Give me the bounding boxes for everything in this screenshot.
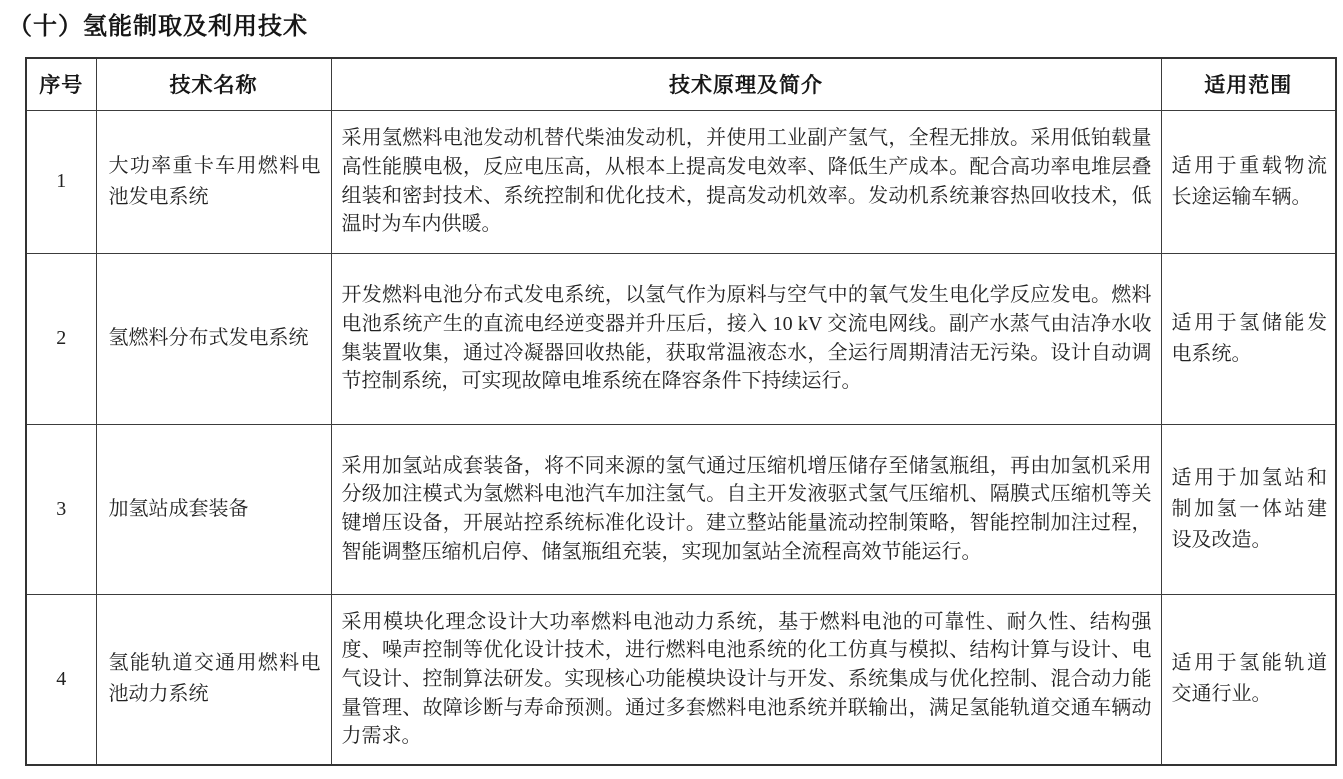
principle-cell: 开发燃料电池分布式发电系统，以氢气作为原料与空气中的氧气发生电化学反应发电。燃料电池系统产生的直流电经逆变器并升压后，接入 10 kV 交流电网线。副产水蒸气由洁净水收集装置收集，通过冷凝器回收热能，获取常温液态水，全运行周期清洁无污染。设计自动调节控制系统，可实现故障电堆系统在降容条件下持续运行。 xyxy=(331,253,1161,424)
table-row xyxy=(26,594,1336,765)
table-row xyxy=(26,253,1336,424)
column-header-principle: 技术原理及简介 xyxy=(331,58,1161,110)
scope-cell: 适用于加氢站和制加氢一体站建设及改造。 xyxy=(1161,424,1336,594)
table-header-row xyxy=(26,58,1336,110)
scope-cell: 适用于氢能轨道交通行业。 xyxy=(1161,594,1336,765)
tech-name-cell: 加氢站成套装备 xyxy=(96,424,331,594)
column-header-index: 序号 xyxy=(26,58,96,110)
technology-table xyxy=(25,57,1337,766)
scope-cell: 适用于氢储能发电系统。 xyxy=(1161,253,1336,424)
section-title: （十）氢能制取及利用技术 xyxy=(8,13,308,40)
principle-cell: 采用模块化理念设计大功率燃料电池动力系统，基于燃料电池的可靠性、耐久性、结构强度、噪声控制等优化设计技术，进行燃料电池系统的化工仿真与模拟、结构计算与设计、电气设计、控制算法研发。实现核心功能模块设计与开发、系统集成与优化控制、混合动力能量管理、故障诊断与寿命预测。通过多套燃料电池系统并联输出，满足氢能轨道交通车辆动力需求。 xyxy=(331,594,1161,765)
row-index-cell: 3 xyxy=(26,424,96,594)
row-index-cell: 4 xyxy=(26,594,96,765)
tech-name-cell: 大功率重卡车用燃料电池发电系统 xyxy=(96,110,331,253)
principle-cell: 采用氢燃料电池发动机替代柴油发动机，并使用工业副产氢气，全程无排放。采用低铂载量高性能膜电极，反应电压高，从根本上提高发电效率、降低生产成本。配合高功率电堆层叠组装和密封技术、系统控制和优化技术，提高发动机效率。发动机系统兼容热回收技术，低温时为车内供暖。 xyxy=(331,110,1161,253)
tech-name-cell: 氢能轨道交通用燃料电池动力系统 xyxy=(96,594,331,765)
table-row xyxy=(26,424,1336,594)
table-row xyxy=(26,110,1336,253)
column-header-name: 技术名称 xyxy=(96,58,331,110)
scope-cell: 适用于重载物流长途运输车辆。 xyxy=(1161,110,1336,253)
principle-cell: 采用加氢站成套装备，将不同来源的氢气通过压缩机增压储存至储氢瓶组，再由加氢机采用分级加注模式为氢燃料电池汽车加注氢气。自主开发液驱式氢气压缩机、隔膜式压缩机等关键增压设备，开展站控系统标准化设计。建立整站能量流动控制策略，智能控制加注过程，智能调整压缩机启停、储氢瓶组充装，实现加氢站全流程高效节能运行。 xyxy=(331,424,1161,594)
tech-name-cell: 氢燃料分布式发电系统 xyxy=(96,253,331,424)
row-index-cell: 2 xyxy=(26,253,96,424)
row-index-cell: 1 xyxy=(26,110,96,253)
column-header-scope: 适用范围 xyxy=(1161,58,1336,110)
